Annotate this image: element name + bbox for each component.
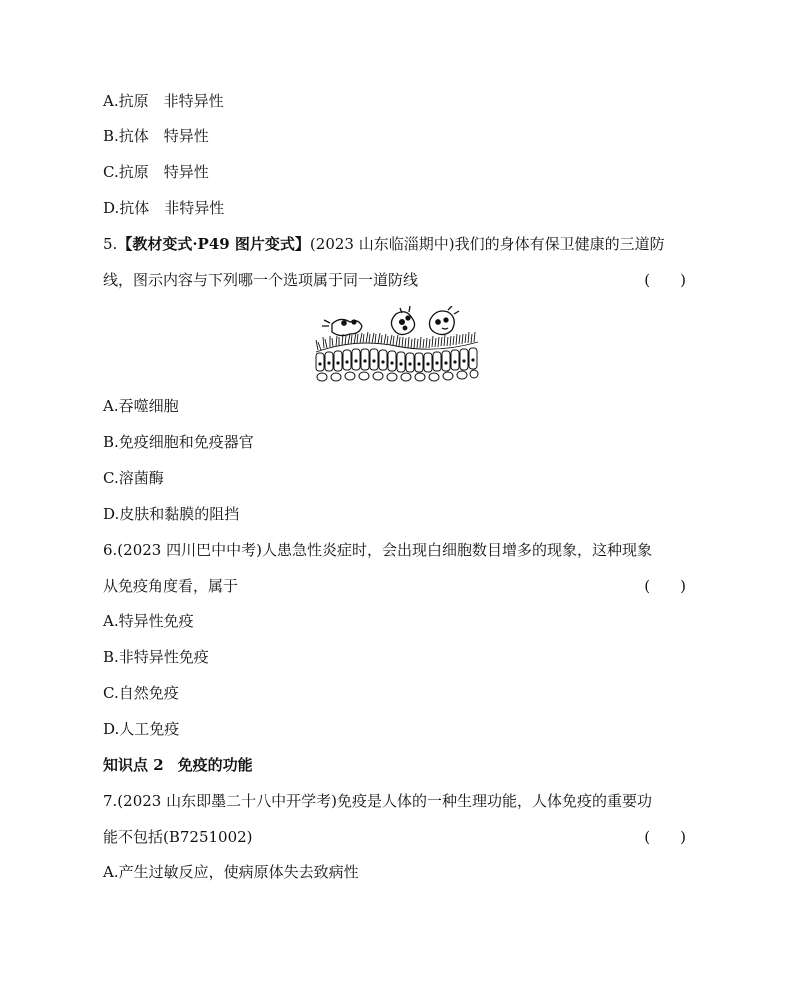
q5-stem-text: (2023 山东临淄期中)我们的身体有保卫健康的三道防 bbox=[309, 235, 665, 253]
bacterium-1 bbox=[332, 319, 362, 335]
q5-option-a: A.吞噬细胞 bbox=[103, 397, 179, 415]
skin-barrier-illustration bbox=[312, 306, 482, 384]
q7-stem-line2: 能不包括(B7251002) bbox=[103, 828, 253, 846]
q5-option-d: D.皮肤和黏膜的阻挡 bbox=[103, 505, 240, 523]
q4-option-b: B.抗体 特异性 bbox=[103, 127, 209, 145]
section-title: 免疫的功能 bbox=[177, 756, 253, 774]
bacterium-3 bbox=[430, 311, 455, 335]
q5-option-c: C.溶菌酶 bbox=[103, 469, 164, 487]
q6-option-a: A.特异性免疫 bbox=[103, 612, 194, 630]
q5-answer-bracket: ( ) bbox=[644, 271, 686, 289]
q6-answer-bracket: ( ) bbox=[644, 577, 686, 595]
section-heading bbox=[103, 755, 686, 775]
q5-stem-line1 bbox=[103, 234, 686, 254]
q6-stem-line2: 从免疫角度看，属于 bbox=[103, 577, 239, 595]
q4-option-d: D.抗体 非特异性 bbox=[103, 199, 225, 217]
q6-option-d: D.人工免疫 bbox=[103, 720, 180, 738]
section-label: 知识点 2 bbox=[103, 756, 164, 774]
q4-option-c: C.抗原 特异性 bbox=[103, 163, 209, 181]
q7-stem-line1: 7.(2023 山东即墨二十八中开学考)免疫是人体的一种生理功能，人体免疫的重要功 bbox=[103, 792, 652, 810]
q5-number: 5. bbox=[103, 235, 118, 253]
q7-answer-bracket: ( ) bbox=[644, 828, 686, 846]
q6-stem-line1: 6.(2023 四川巴中中考)人患急性炎症时，会出现白细胞数目增多的现象，这种现象 bbox=[103, 541, 652, 559]
q4-option-a: A.抗原 非特异性 bbox=[103, 92, 224, 110]
q5-stem-line2: 线，图示内容与下列哪一个选项属于同一道防线 bbox=[103, 271, 419, 289]
q6-option-c: C.自然免疫 bbox=[103, 684, 179, 702]
q5-tag: 【教材变式·P49 图片变式】 bbox=[117, 235, 310, 253]
q5-option-b: B.免疫细胞和免疫器官 bbox=[103, 433, 254, 451]
q7-option-a: A.产生过敏反应，使病原体失去致病性 bbox=[103, 863, 359, 881]
q6-option-b: B.非特异性免疫 bbox=[103, 648, 209, 666]
